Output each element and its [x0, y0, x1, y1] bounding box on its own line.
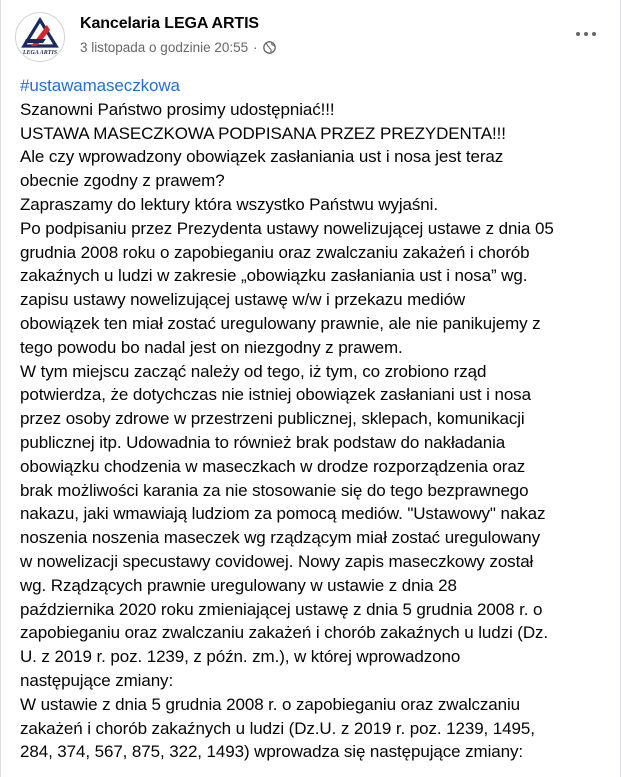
post-author[interactable]: Kancelaria LEGA ARTIS [80, 15, 259, 32]
post-text-line: obowiązku chodzenia w maseczkach w drodze rozporządzenia oraz [20, 456, 526, 476]
post-text [20, 98, 610, 764]
globe-icon[interactable] [263, 41, 276, 54]
post-text-line: USTAWA MASECZKOWA PODPISANA PRZEZ PREZYDENTA!!! [20, 123, 506, 143]
post-text-line: grudnia 2008 roku o zapobieganiu oraz zwalczaniu zakażeń i chorób [20, 242, 530, 262]
post-text-line: Ale czy wprowadzony obowiązek zasłaniania ust i nosa jest teraz [20, 147, 504, 167]
post-meta [80, 40, 276, 55]
post-text-line: obowiązek ten miał zostać uregulowany prawnie, ale nie panikujemy z [20, 313, 541, 333]
post-text-line: W tym miejscu zacząć należy od tego, iż tym, co zrobiono rząd [20, 361, 487, 381]
post-text-line: brak możliwości karania za nie stosowanie się do tego bezprawnego [20, 480, 529, 500]
more-options-button[interactable] [568, 22, 604, 46]
post-text-line: zapisu ustawy nowelizującej ustawę w/w i przekazu mediów [20, 290, 466, 310]
more-dot [592, 32, 596, 36]
post-text-line: Po podpisaniu przez Prezydenta ustawy nowelizującej ustawe z dnia 05 [20, 218, 554, 238]
post-text-line: W ustawie z dnia 5 grudnia 2008 r. o zapobieganiu oraz zwalczaniu [20, 694, 521, 714]
post-text-line: nakazu, jaki wmawiają ludziom za pomocą mediów. "Ustawowy" nakaz [20, 504, 546, 524]
post-text-line: Szanowni Państwo prosimy udostępniać!!! [20, 99, 335, 119]
post-text-line: października 2020 roku zmieniającej ustawę z dnia 5 grudnia 2008 r. o [20, 599, 543, 619]
post-text-line: obecnie zgodny z prawem? [20, 171, 225, 191]
post-text-line: przez osoby zdrowe w przestrzeni publicznej, sklepach, komunikacji [20, 409, 525, 429]
post-text-line: wg. Rządzących prawnie uregulowany w ustawie z dnia 28 [20, 575, 457, 595]
post-timestamp[interactable]: 3 listopada o godzinie 20:55 [80, 40, 249, 55]
post-text-line: tego powodu bo nadal jest on niezgodny z prawem. [20, 337, 403, 357]
more-horizontal-icon [576, 32, 580, 36]
post-text-line: zapobieganiu oraz zwalczaniu zakażeń i chorób zakaźnych u ludzi (Dz. [20, 623, 549, 643]
post-text-line: publicznej itp. Udowadnia to również brak podstaw do nakładania [20, 432, 506, 452]
post-text-line: U. z 2019 r. poz. 1239, z późn. zm.), w której wprowadzono [20, 647, 461, 667]
post-text-line: zakaźnych u ludzi w zakresie „obowiązku zasłaniania ust i nosa” wg. [20, 266, 528, 286]
post-text-line: Zapraszamy do lektury która wszystko Państwu wyjaśni. [20, 194, 438, 214]
page-avatar[interactable] [15, 12, 65, 62]
post-text-line: zakażeń i chorób zakaźnych u ludzi (Dz.U. z 2019 r. poz. 1239, 1495, [20, 718, 535, 738]
meta-separator: · [253, 40, 258, 55]
post-text-line: 284, 374, 567, 875, 322, 1493) wprowadza się następujące zmiany: [20, 742, 523, 762]
hashtag-link[interactable]: #ustawamaseczkowa [20, 76, 180, 95]
post-header [15, 10, 606, 60]
post-text-line: w nowelizacji specustawy covidowej. Nowy zapis maseczkowy został [20, 551, 534, 571]
logo-text: LEGA ARTIS [22, 50, 58, 56]
post-message [20, 74, 610, 764]
lega-artis-logo [16, 13, 64, 61]
post-text-line: noszenia noszenia maseczek wg rządzącym miał zostać uregulowany [20, 528, 541, 548]
post-text-line: następujące zmiany: [20, 670, 174, 690]
more-dot [584, 32, 588, 36]
post-text-line: potwierdza, że dotychczas nie istniej obowiązek zasłaniani ust i nosa [20, 385, 531, 405]
